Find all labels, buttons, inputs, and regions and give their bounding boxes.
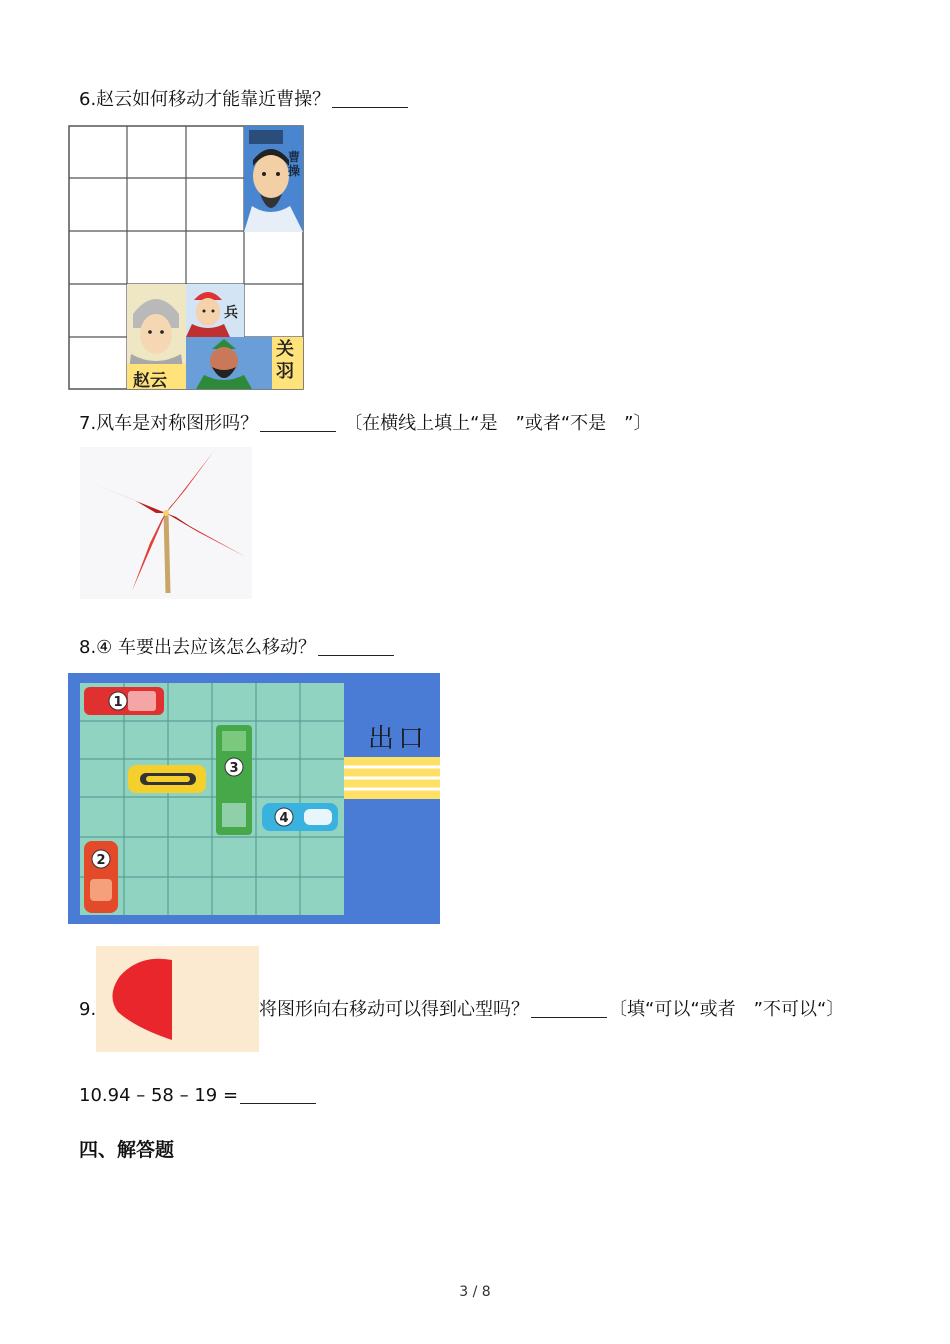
- answer-blank-6[interactable]: [332, 89, 408, 108]
- car-3-number: 3: [229, 761, 239, 776]
- page-number: 3 / 8: [459, 1284, 491, 1300]
- guan-yu-label: 关羽: [276, 339, 294, 382]
- half-heart-image: [96, 946, 259, 1052]
- question-8-text: 8.④ 车要出去应该怎么移动？: [79, 637, 317, 658]
- question-9-number: 9.: [79, 999, 97, 1020]
- zhao-yun-label: 赵云: [133, 371, 167, 389]
- question-6: [79, 88, 408, 112]
- soldier-label: 兵: [224, 305, 238, 321]
- soldier-portrait: [186, 284, 244, 337]
- answer-blank-10[interactable]: [240, 1085, 316, 1104]
- section-title: 四、解答题: [79, 1139, 175, 1161]
- answer-blank-8[interactable]: [318, 637, 394, 656]
- question-8: [79, 636, 394, 660]
- question-6-text: 6.赵云如何移动才能靠近曹操？: [79, 89, 331, 110]
- question-9-body: [259, 998, 844, 1022]
- question-7: [79, 412, 652, 436]
- question-7-hint: 〔在横线上填上“是 ”或者“不是 ”〕: [344, 413, 652, 434]
- question-10: [79, 1084, 316, 1108]
- cao-cao-label: 曹操: [288, 150, 301, 178]
- guan-yu-portrait: [186, 337, 303, 389]
- movement-grid: [68, 125, 304, 390]
- cao-cao-portrait: [244, 126, 303, 232]
- car-4-number: 4: [279, 811, 289, 826]
- question-9-text: 将图形向右移动可以得到心型吗？: [259, 999, 529, 1020]
- car-2-number: 2: [96, 853, 106, 868]
- car-1-number: 1: [113, 695, 123, 710]
- question-9-hint: 〔填“可以“或者 ”不可以“〕: [609, 999, 845, 1020]
- pinwheel-image: [80, 447, 252, 599]
- answer-blank-7[interactable]: [260, 413, 336, 432]
- question-9: [79, 998, 96, 1022]
- parking-lot: [68, 673, 440, 924]
- exit-label: 出口: [368, 724, 429, 754]
- zhao-yun-portrait: [127, 284, 186, 389]
- question-7-text: 7.风车是对称图形吗？: [79, 413, 259, 434]
- question-10-text: 10.94 – 58 – 19 =: [79, 1085, 239, 1106]
- answer-blank-9[interactable]: [531, 999, 607, 1018]
